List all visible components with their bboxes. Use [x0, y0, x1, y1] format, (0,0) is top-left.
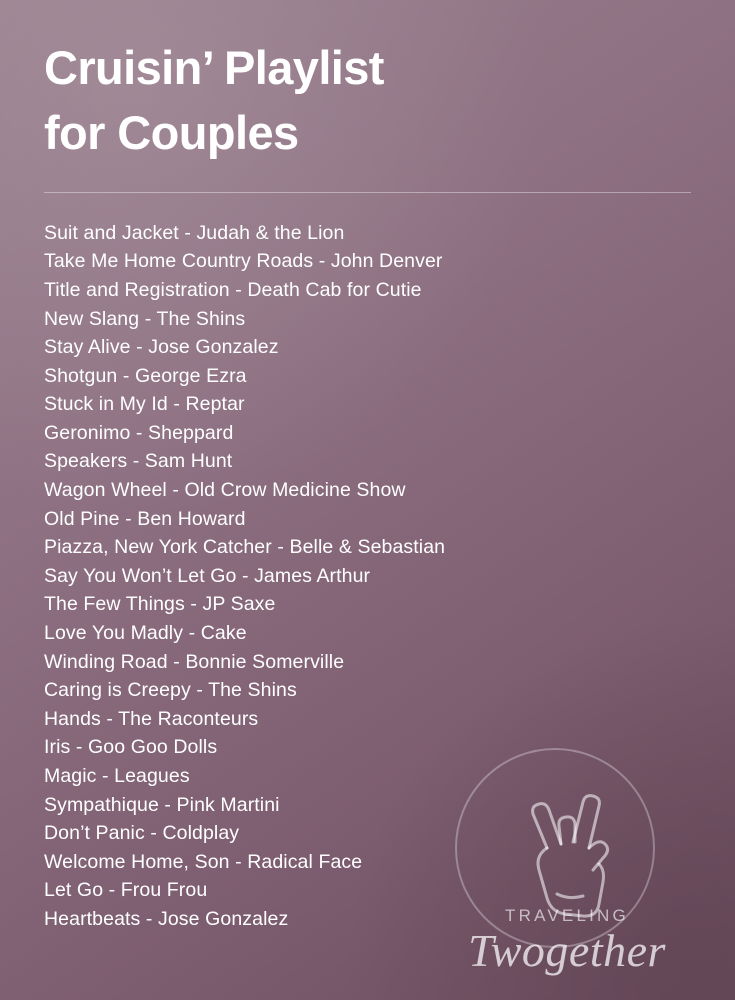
list-item: Shotgun - George Ezra: [44, 364, 247, 387]
list-item: Love You Madly - Cake: [44, 622, 247, 645]
list-item: Hands - The Raconteurs: [44, 707, 259, 730]
list-item: New Slang - The Shins: [44, 307, 246, 330]
list-item: Title and Registration - Death Cab for Cutie: [44, 278, 422, 301]
watermark-line-2: Twogether: [468, 925, 666, 976]
list-item: Iris - Goo Goo Dolls: [44, 736, 218, 759]
list-item: Say You Won’t Let Go - James Arthur: [44, 564, 371, 587]
title-divider: [44, 192, 691, 193]
list-item: Winding Road - Bonnie Somerville: [44, 650, 345, 673]
watermark-line-1: TRAVELING: [505, 906, 629, 925]
list-item: Don’t Panic - Coldplay: [44, 822, 240, 845]
list-item: Old Pine - Ben Howard: [44, 507, 246, 530]
list-item: Sympathique - Pink Martini: [44, 793, 280, 816]
list-item: Geronimo - Sheppard: [44, 421, 234, 444]
list-item: Magic - Leagues: [44, 765, 190, 787]
list-item: Take Me Home Country Roads - John Denver: [44, 250, 443, 273]
list-item: Heartbeats - Jose Gonzalez: [44, 907, 289, 930]
page-title: [0, 0, 735, 166]
list-item: Stuck in My Id - Reptar: [44, 393, 245, 416]
list-item: Suit and Jacket - Judah & the Lion: [44, 221, 345, 244]
list-item: Wagon Wheel - Old Crow Medicine Show: [44, 479, 406, 502]
page-title-line-1: Cruisin’ Playlist: [44, 41, 384, 94]
list-item: Stay Alive - Jose Gonzalez: [44, 336, 279, 359]
list-item: Welcome Home, Son - Radical Face: [44, 850, 363, 873]
list-item: Piazza, New York Catcher - Belle & Sebastian: [44, 536, 446, 559]
list-item: Speakers - Sam Hunt: [44, 450, 233, 473]
list-item: Let Go - Frou Frou: [44, 879, 208, 902]
page-title-line-2: for Couples: [44, 105, 299, 159]
track-list: [0, 219, 735, 934]
list-item: Caring is Creepy - The Shins: [44, 679, 297, 702]
list-item: The Few Things - JP Saxe: [44, 593, 276, 616]
